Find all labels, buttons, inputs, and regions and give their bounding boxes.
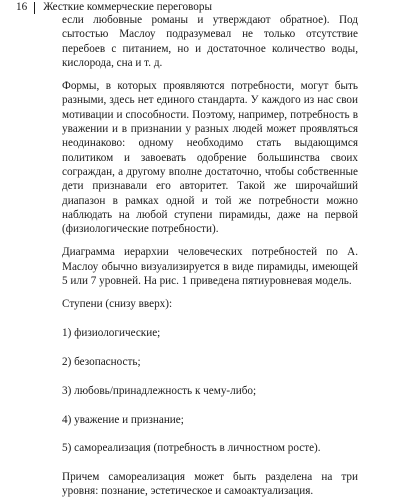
paragraph-forms: Формы, в которых проявляются потребности, могут быть разными, здесь нет единого стандарта. У каждого из нас свои мотивации и способности. Поэтому, например, потребность в уважении и в признании у разных людей может проявляться неодинаково: одному необходимо стать выдающимся политиком и завоевать одобрение большинства своих сограждан, а другому вполне достаточно, чтобы собственные дети признавали его авторитет. Такой же широчайший диапазон в рамках одной и той же потребности можно наблюдать на любой ступени пирамиды, даже на первой (физиологические потребности). [62, 80, 358, 236]
body-text [62, 13, 358, 499]
header-divider [34, 2, 35, 14]
book-title: Жесткие коммерческие переговоры [43, 1, 212, 13]
list-item: 2) безопасность; [62, 355, 141, 368]
paragraph-sytost: если любовные романы и утверждают обратное). Под сытостью Маслоу подразумевал не только отсутствие перебоев с питанием, но и достаточное количество воды, кислорода, сна и т. д. [62, 14, 358, 69]
steps-intro: Ступени (снизу вверх): [62, 298, 173, 311]
paragraph-self-realization: Причем самореализация может быть разделена на три уровня: познание, эстетическое и самоактуализация. [62, 471, 358, 498]
list-item: 4) уважение и признание; [62, 413, 184, 426]
list-item: 3) любовь/принадлежность к чему-либо; [62, 384, 257, 397]
paragraph-diagram: Диаграмма иерархии человеческих потребностей по А. Маслоу обычно визуализируется в виде пирамиды, имеющей 5 или 7 уровней. На рис. 1 приведена пятиуровневая модель. [62, 246, 358, 288]
page-number: 16 [16, 1, 28, 13]
list-item: 5) самореализация (потребность в личностном росте). [62, 442, 321, 455]
list-item: 1) физиологические; [62, 327, 161, 340]
